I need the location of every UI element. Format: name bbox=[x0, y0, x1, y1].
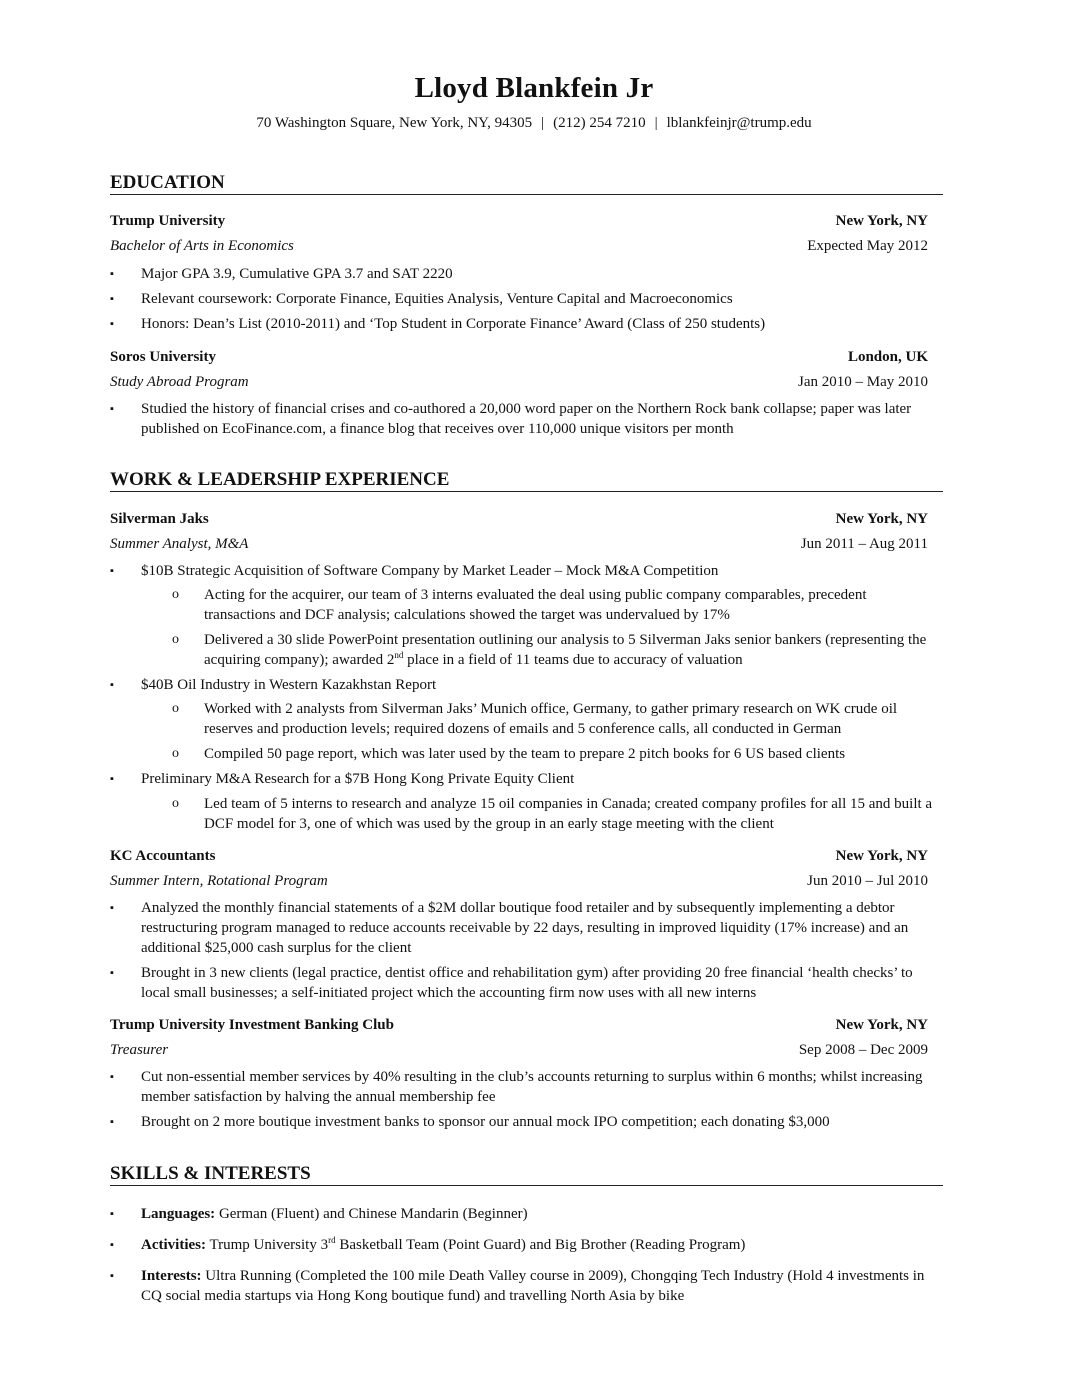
location: New York, NY bbox=[835, 213, 928, 229]
entry-subheader bbox=[110, 873, 928, 893]
bullet-icon: ▪ bbox=[110, 902, 114, 914]
resume-name: Lloyd Blankfein Jr bbox=[414, 72, 654, 104]
org-name: Trump University bbox=[110, 213, 226, 229]
org-name: Silverman Jaks bbox=[110, 511, 209, 527]
role: Summer Analyst, M&A bbox=[110, 536, 249, 552]
location: New York, NY bbox=[835, 511, 928, 527]
entry-header bbox=[110, 1017, 928, 1037]
location: London, UK bbox=[847, 349, 928, 365]
phone: (212) 254 7210 bbox=[553, 115, 646, 131]
dates: Sep 2008 – Dec 2009 bbox=[798, 1042, 928, 1058]
bullet-icon: ▪ bbox=[110, 1270, 114, 1282]
section-heading-education: EDUCATION bbox=[110, 172, 943, 195]
role: Study Abroad Program bbox=[110, 374, 249, 390]
contact-line bbox=[0, 115, 1068, 132]
org-name: Soros University bbox=[110, 349, 216, 365]
dates: Jun 2010 – Jul 2010 bbox=[807, 873, 928, 889]
sub-bullet-icon: o bbox=[172, 632, 179, 647]
bullet-icon: ▪ bbox=[110, 293, 114, 305]
entry-header bbox=[110, 213, 928, 233]
email-link[interactable]: lblankfeinjr@trump.edu bbox=[666, 115, 812, 131]
location: New York, NY bbox=[835, 1017, 928, 1033]
entry-header bbox=[110, 511, 928, 531]
skill-label: Languages: bbox=[141, 1206, 216, 1222]
entry-subheader bbox=[110, 536, 928, 556]
sub-bullet-icon: o bbox=[172, 587, 179, 602]
sub-bullet-icon: o bbox=[172, 746, 179, 761]
section-heading-skills: SKILLS & INTERESTS bbox=[110, 1163, 943, 1186]
skill-label: Interests: bbox=[141, 1268, 202, 1284]
separator: | bbox=[541, 115, 545, 131]
bullet-icon: ▪ bbox=[110, 565, 114, 577]
section-heading-experience: WORK & LEADERSHIP EXPERIENCE bbox=[110, 469, 943, 492]
entry-subheader bbox=[110, 1042, 928, 1062]
bullet-icon: ▪ bbox=[110, 1239, 114, 1251]
bullet-icon: ▪ bbox=[110, 1208, 114, 1220]
sub-bullet-icon: o bbox=[172, 796, 179, 811]
bullet-icon: ▪ bbox=[110, 967, 114, 979]
entry-header bbox=[110, 848, 928, 868]
resume-page: Lloyd Blankfein Jr 70 Washington Square, New York, NY, 94305 | (212) 254 7210 | lblankfeinjr@trump.edu EDUCATION Trump University New York, NY Bachelor of Arts in Economics Expected May 2012 ▪ Major GPA 3.9, Cumulative GPA 3.7 and SAT 2220 ▪ Relevant coursework: Corporate Finance, Equities Analysis, Venture Capital and Macroeconomics ▪ Honors: Dean’s List (2010-2011) and ‘Top Student in Corporate Finance’ Award (Class of 250 students) Soros University London, UK Study Abroad Program Jan 2010 – May 2010 ▪ Studied the history of financial crises and co-authored a 20,000 word paper on the Northern Rock bank collapse; paper was later published on EcoFinance.com, a finance blog that receives over 110,000 unique visitors per month WORK & LEADERSHIP EXPERIENCE Silverman Jaks New York, NY Summer Analyst, M&A Jun 2011 – Aug 2011 ▪ $10B Strategic Acquisition of Software Company by Market Leader – Mock M&A Competition o Acting for the acquirer, our team of 3 interns evaluated the deal using public company comparables, precedent transactions and DCF analysis; calculations showed the target was undervalued by 17% o Delivered a 30 slide PowerPoint presentation outlining our analysis to 5 Silverman Jaks senior bankers (representing the acquiring company); awarded 2nd place in a field of 11 teams due to accuracy of valuation ▪ $40B Oil Industry in Western Kazakhstan Report o Worked with 2 analysts from Silverman Jaks’ Munich office, Germany, to gather primary research on WK crude oil reserves and production levels; required dozens of emails and 5 conference calls, all conducted in German o Compiled 50 page report, which was later used by the team to prepare 2 pitch books for 6 US based clients ▪ Preliminary M&A Research for a $7B Hong Kong Private Equity Client o Led team of 5 interns to research and analyze 15 oil companies in Canada; created company profiles for all 15 and built a DCF model for 3, one of which was used by the group in an early stage meeting with the client KC Accountants New York, NY Summer Intern, Rotational Program Jun 2010 – Jul 2010 ▪ Analyzed the monthly financial statements of a $2M dollar boutique food retailer and by subsequently implementing a debtor restructuring program managed to reduce accounts receivable by 22 days, resulting in improved liquidity (17% increase) and an additional $25,000 cash surplus for the client ▪ Brought in 3 new clients (legal practice, dentist office and rehabilitation gym) after providing 20 free financial ‘health checks’ to local small businesses; a self-initiated project which the accounting firm now uses with all new interns Trump University Investment Banking Club New York, NY Treasurer Sep 2008 – Dec 2009 ▪ Cut non-essential member services by 40% resulting in the club’s accounts returning to surplus within 6 months; whilst increasing member satisfaction by halving the annual membership fee ▪ Brought on 2 more boutique investment banks to sponsor our annual mock IPO competition; each donating $3,000 SKILLS & INTERESTS ▪ Languages: German (Fluent) and Chinese Mandarin (Beginner) ▪ Activities: Trump University 3rd Basketball Team (Point Guard) and Big Brother (Reading Program) ▪ Interests: Ultra Running (Completed the 100 mile Death Valley course in 2009), Chongqing Tech Industry (Hold 4 investments in CQ social media startups via Hong Kong boutique fund) and travelling North Asia by bike bbox=[0, 0, 1068, 1384]
dates: Jun 2011 – Aug 2011 bbox=[800, 536, 928, 552]
sub-bullet-icon: o bbox=[172, 701, 179, 716]
org-name: Trump University Investment Banking Club bbox=[110, 1017, 394, 1033]
bullet-icon: ▪ bbox=[110, 268, 114, 280]
skill-label: Activities: bbox=[141, 1237, 206, 1253]
dates: Expected May 2012 bbox=[807, 238, 928, 254]
separator: | bbox=[654, 115, 658, 131]
bullet-icon: ▪ bbox=[110, 773, 114, 785]
entry-subheader bbox=[110, 238, 928, 258]
location: New York, NY bbox=[835, 848, 928, 864]
entry-header bbox=[110, 349, 928, 369]
bullet-icon: ▪ bbox=[110, 318, 114, 330]
address: 70 Washington Square, New York, NY, 94305 bbox=[256, 115, 533, 131]
bullet-icon: ▪ bbox=[110, 1116, 114, 1128]
role: Bachelor of Arts in Economics bbox=[110, 238, 294, 254]
role: Treasurer bbox=[110, 1042, 169, 1058]
dates: Jan 2010 – May 2010 bbox=[798, 374, 928, 390]
entry-subheader bbox=[110, 374, 928, 394]
role: Summer Intern, Rotational Program bbox=[110, 873, 328, 889]
bullet-icon: ▪ bbox=[110, 1071, 114, 1083]
bullet-icon: ▪ bbox=[110, 403, 114, 415]
bullet-icon: ▪ bbox=[110, 679, 114, 691]
org-name: KC Accountants bbox=[110, 848, 216, 864]
